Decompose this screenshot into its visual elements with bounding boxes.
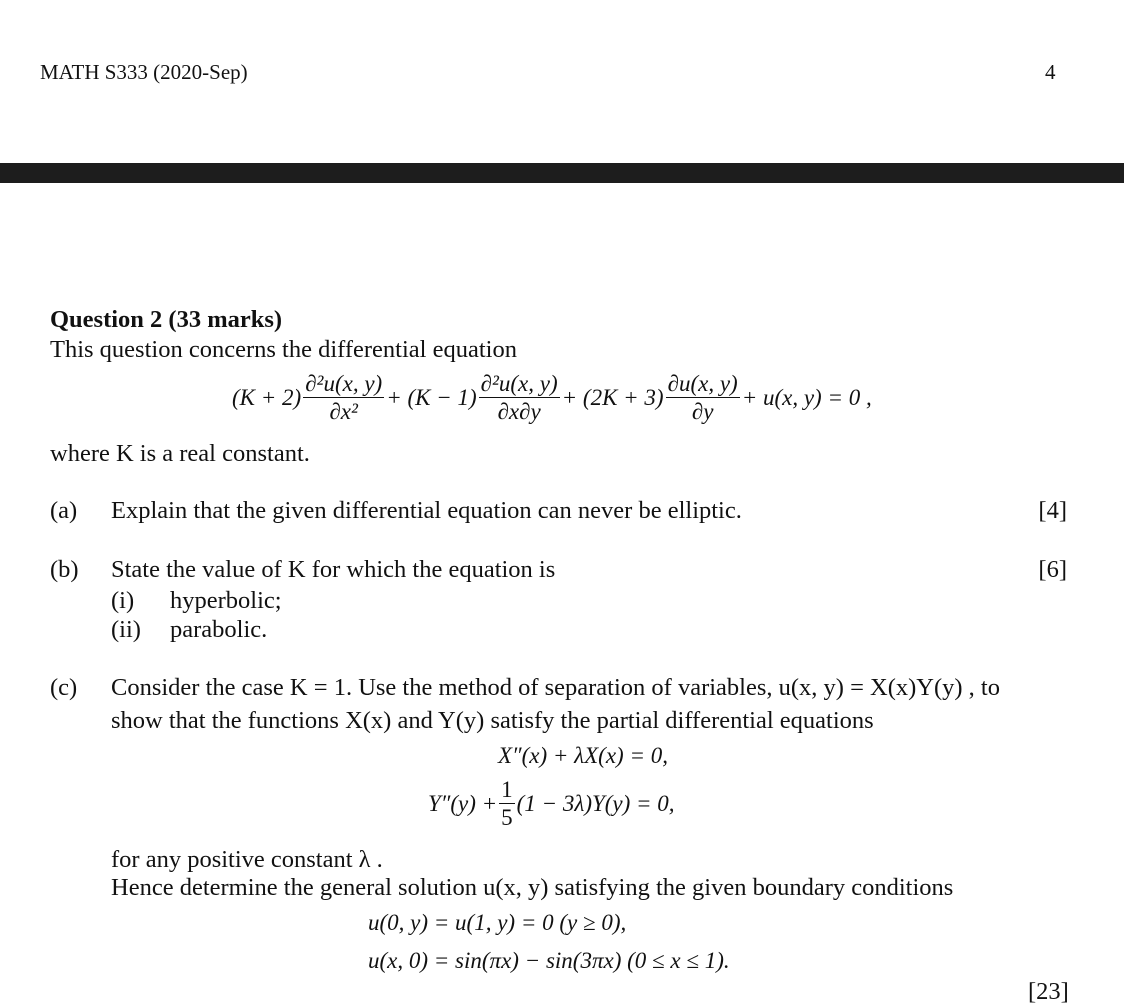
coef-1: (K + 2)	[232, 384, 302, 410]
part-b-i-label: (i)	[111, 587, 135, 614]
ode-y-equation	[428, 778, 675, 829]
boundary-condition-2: u(x, 0) = sin(πx) − sin(3πx) (0 ≤ x ≤ 1).	[368, 948, 730, 973]
term-2-denominator: ∂x∂y	[497, 399, 541, 424]
term-1-fraction	[303, 372, 384, 423]
fraction-numerator: 1	[501, 777, 513, 802]
course-code: MATH S333 (2020-Sep)	[40, 60, 248, 84]
fraction-denominator: 5	[501, 805, 513, 830]
question-intro: This question concerns the differential equation	[50, 336, 517, 363]
part-b-text: State the value of K for which the equation is	[111, 556, 556, 583]
term-1-numerator: ∂²u(x, y)	[305, 371, 383, 396]
term-3-fraction	[666, 372, 740, 423]
term-2-numerator: ∂²u(x, y)	[480, 371, 558, 396]
where-statement: where K is a real constant.	[50, 440, 310, 467]
one-fifth-fraction	[499, 778, 515, 829]
part-b-label: (b)	[50, 556, 79, 583]
boundary-condition-1: u(0, y) = u(1, y) = 0 (y ≥ 0),	[368, 910, 627, 935]
coef-2: + (K − 1)	[386, 384, 477, 410]
part-c-marks: [23]	[1028, 978, 1069, 1005]
equation-tail: + u(x, y) = 0 ,	[741, 384, 872, 410]
part-a-label: (a)	[50, 497, 78, 524]
part-a-text: Explain that the given differential equation can never be elliptic.	[111, 497, 742, 524]
ode-y-right: (1 − 3λ)Y(y) = 0,	[516, 790, 675, 816]
part-b-i-text: hyperbolic;	[170, 587, 282, 614]
coef-3: + (2K + 3)	[561, 384, 664, 410]
main-equation	[232, 372, 872, 423]
ode-x-equation: X″(x) + λX(x) = 0,	[498, 743, 668, 768]
header-divider-band	[0, 163, 1124, 183]
part-c-line-2: show that the functions X(x) and Y(y) satisfy the partial differential equations	[111, 707, 874, 734]
term-3-denominator: ∂y	[691, 399, 714, 424]
page-number: 4	[1045, 60, 1056, 84]
term-3-numerator: ∂u(x, y)	[667, 371, 738, 396]
question-title: Question 2 (33 marks)	[50, 306, 283, 333]
part-c-line-3: for any positive constant λ .	[111, 846, 383, 873]
part-b-ii-label: (ii)	[111, 616, 141, 643]
part-a-marks: [4]	[1038, 497, 1067, 524]
term-1-denominator: ∂x²	[329, 399, 358, 424]
part-b-ii-text: parabolic.	[170, 616, 268, 643]
term-2-fraction	[479, 372, 560, 423]
part-c-line-4: Hence determine the general solution u(x, y) satisfying the given boundary conditions	[111, 874, 954, 901]
part-b-marks: [6]	[1038, 556, 1067, 583]
part-c-line-1: Consider the case K = 1. Use the method of separation of variables, u(x, y) = X(x)Y(y) , to	[111, 674, 1000, 701]
part-c-label: (c)	[50, 674, 78, 701]
ode-y-left: Y″(y) +	[428, 790, 498, 816]
